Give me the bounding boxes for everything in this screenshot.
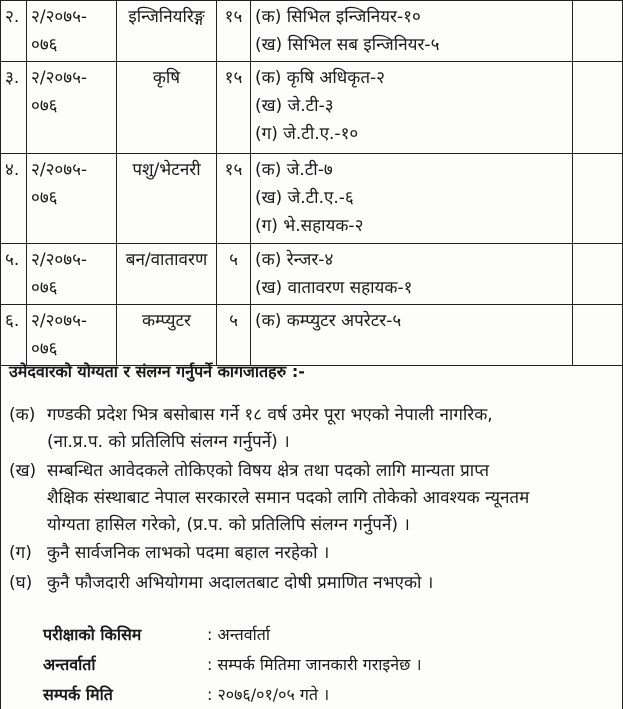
notice-number-part: ०७६ <box>31 35 58 55</box>
requirement-label: (ग) <box>9 543 32 563</box>
requirements-section <box>0 350 623 709</box>
requirement-text: सम्बन्धित आवेदकले तोकिएको विषय क्षेत्र तथा पदको लागि मान्यता प्राप्त <box>47 461 490 481</box>
requirement-item <box>9 540 616 567</box>
detail-key: सम्पर्क मिति <box>43 685 113 704</box>
requirement-label: (ख) <box>9 461 37 481</box>
table-row <box>1 154 623 244</box>
requirement-text: कुनै सार्वजनिक लाभको पदमा बहाल नरहेको । <box>47 543 330 563</box>
detail-value: : सम्पर्क मितिमा जानकारी गराइनेछ । <box>207 655 422 674</box>
count-cell: १५ <box>217 62 251 154</box>
notice-number-part: २/२०७५- <box>31 160 88 180</box>
post-item: (क) कृषि अधिकृत-२ <box>255 68 385 88</box>
subject-cell: बन/वातावरण <box>117 244 217 305</box>
blank-cell <box>573 62 623 154</box>
requirement-label: (घ) <box>9 573 33 593</box>
posts-cell <box>251 244 573 305</box>
table-row <box>1 1 623 62</box>
serial-cell: ६. <box>1 305 27 366</box>
notice-number-part: २/२०७५- <box>31 7 88 27</box>
post-item: (क) जे.टी-७ <box>255 160 333 180</box>
posts-cell <box>251 154 573 244</box>
requirement-text: शैक्षिक संस्थाबाट नेपाल सरकारले समान पदको लागि तोकेको आवश्यक न्यूनतम <box>47 488 530 508</box>
notice-number-part: २/२०७५- <box>31 311 88 331</box>
serial-cell: ४. <box>1 154 27 244</box>
post-item: (क) रेन्जर-४ <box>255 250 334 270</box>
post-item: (ग) जे.टी.ए.-१० <box>255 124 359 144</box>
serial-cell: २. <box>1 1 27 62</box>
count-cell: ५ <box>217 244 251 305</box>
requirement-text: गण्डकी प्रदेश भित्र बसोबास गर्ने १८ वर्ष उमेर पूरा भएको नेपाली नागरिक, <box>47 405 493 425</box>
notice-number-part: ०७६ <box>31 96 58 116</box>
detail-row <box>43 682 329 708</box>
table-row <box>1 244 623 305</box>
detail-row <box>43 652 422 678</box>
blank-cell <box>573 154 623 244</box>
post-item: (क) सिभिल इन्जिनियर-१० <box>255 7 421 27</box>
notice-number-part: ०७६ <box>31 278 58 298</box>
requirement-item <box>9 570 616 597</box>
count-cell: ५ <box>217 305 251 366</box>
detail-key: परीक्षाको किसिम <box>43 625 142 644</box>
detail-value: : अन्तर्वार्ता <box>207 625 271 644</box>
notice-number-part: ०७६ <box>31 339 58 359</box>
posts-cell <box>251 62 573 154</box>
subject-cell: कृषि <box>117 62 217 154</box>
detail-row <box>43 622 270 648</box>
notice-number-part: २/२०७५- <box>31 68 88 88</box>
serial-cell: ५. <box>1 244 27 305</box>
notice-number-part: ०७६ <box>31 188 58 208</box>
posts-cell <box>251 1 573 62</box>
notice-number-cell <box>27 62 117 154</box>
post-item: (क) कम्प्युटर अपरेटर-५ <box>255 311 402 331</box>
detail-key: अन्तर्वार्ता <box>43 655 96 674</box>
requirement-label: (क) <box>9 405 36 425</box>
blank-cell <box>573 1 623 62</box>
post-item: (ख) जे.टी-३ <box>255 96 334 116</box>
requirement-text: (ना.प्र.प. को प्रतिलिपि संलग्न गर्नुपर्ने) । <box>47 432 290 452</box>
notice-number-cell <box>27 1 117 62</box>
subject-cell: पशु/भेटनरी <box>117 154 217 244</box>
blank-cell <box>573 244 623 305</box>
requirement-item <box>9 402 616 456</box>
post-item: (ग) भे.सहायक-२ <box>255 216 364 236</box>
requirement-item <box>9 458 616 539</box>
notice-number-cell <box>27 154 117 244</box>
post-item: (ख) जे.टी.ए.-६ <box>255 188 354 208</box>
detail-value: : २०७६/०१/०५ गते । <box>207 685 330 704</box>
table-row <box>1 62 623 154</box>
requirement-text: कुनै फौजदारी अभियोगमा अदालतबाट दोषी प्रमाणित नभएको । <box>47 573 434 593</box>
requirement-text: योग्यता हासिल गरेको, (प्र.प. को प्रतिलिपि संलग्न गर्नुपर्ने) । <box>47 515 410 535</box>
requirements-title: उमेदवारको योग्यता र संलग्न गर्नुपर्ने कागजातहरु :- <box>9 362 305 381</box>
post-item: (ख) वातावरण सहायक-१ <box>255 278 413 298</box>
notice-number-cell <box>27 244 117 305</box>
count-cell: १५ <box>217 154 251 244</box>
notice-number-part: २/२०७५- <box>31 250 88 270</box>
subject-cell: इन्जिनियरिङ्ग <box>117 1 217 62</box>
serial-cell: ३. <box>1 62 27 154</box>
post-item: (ख) सिभिल सब इन्जिनियर-५ <box>255 35 440 55</box>
count-cell: १५ <box>217 1 251 62</box>
subject-cell: कम्प्युटर <box>117 305 217 366</box>
